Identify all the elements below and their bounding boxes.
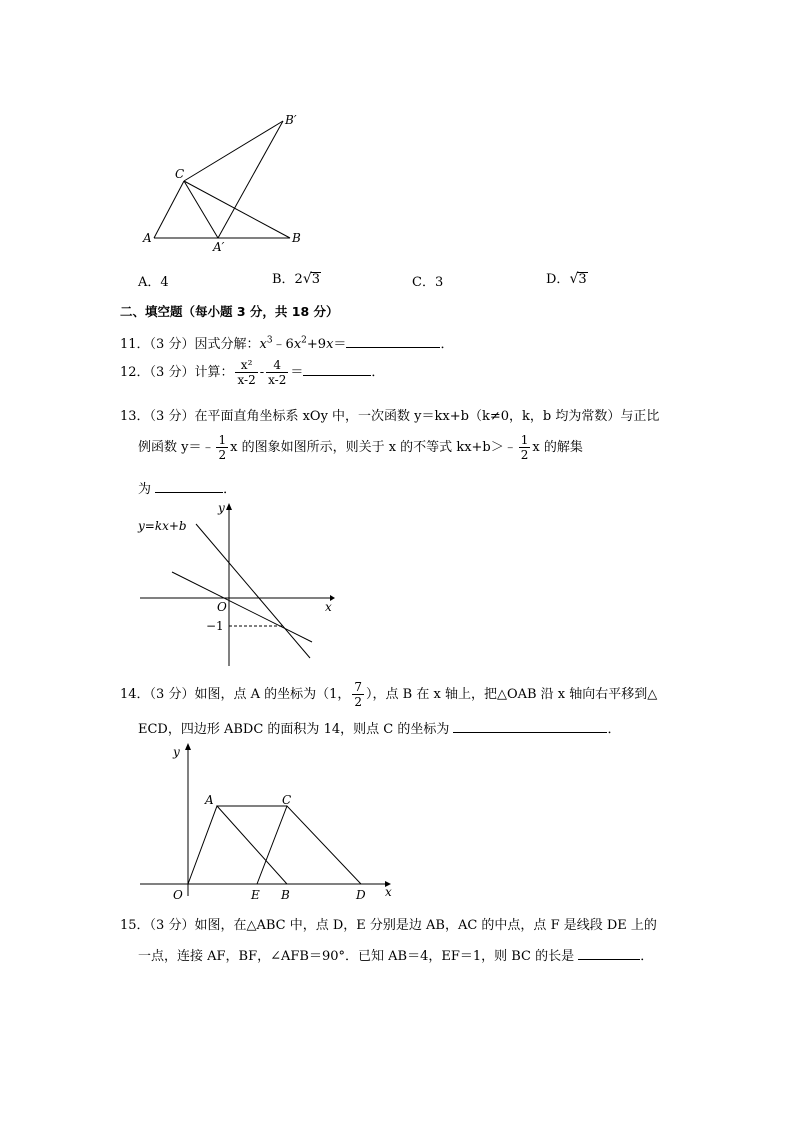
q13-frac-a-num: 1 (218, 433, 227, 447)
q11-exp2: 2 (301, 335, 307, 346)
q15-answer-blank[interactable] (578, 947, 640, 960)
q14-frac (352, 680, 364, 709)
option-d-radicand: 3 (578, 272, 587, 287)
figure-q10 (135, 110, 315, 255)
label-minus-one: −1 (206, 619, 224, 633)
q14-line2: ECD，四边形 ABDC 的面积为 14，则点 C 的坐标为 (138, 722, 454, 737)
option-a: A．4 (138, 275, 169, 290)
y-axis-arrow (185, 743, 191, 750)
q11-text: 因式分解： (194, 337, 260, 352)
segment-a-prime-b-prime (218, 121, 283, 238)
triangle-ecd (257, 806, 361, 884)
q12-frac1-den: x-2 (237, 373, 256, 387)
label-c: C (282, 793, 292, 807)
q11-x3: x (326, 337, 334, 352)
segment-cb (184, 181, 290, 238)
figure-q13 (130, 498, 345, 673)
q13-frac-b-num: 1 (520, 433, 529, 447)
q11-number: 11． (120, 337, 150, 352)
q13-answer-blank[interactable] (155, 480, 223, 493)
q13-line3: 为 (138, 482, 156, 497)
q13-line2-end: x 的解集 (532, 440, 583, 455)
label-line-eq: y=kx+b (138, 519, 187, 533)
q14-line1-pre: 如图，点 A 的坐标为（1， (194, 687, 351, 702)
q12-frac2 (266, 358, 288, 387)
label-e: E (251, 888, 260, 902)
q14-line1-post: ），点 B 在 x 轴上，把△OAB 沿 x 轴向右平移到△ (366, 687, 658, 702)
q13-frac-b-den: 2 (520, 448, 529, 462)
label-a: A (205, 793, 214, 807)
q11-end: ． (440, 337, 454, 352)
q12-frac2-den: x-2 (268, 373, 287, 387)
q11-tail: +9 (306, 337, 327, 352)
q15-line1: 如图，在△ABC 中，点 D，E 分别是边 AB，AC 的中点，点 F 是线段 DE 上的 (194, 918, 657, 933)
option-b-prefix: B．2 (272, 272, 303, 287)
q13-line2-pre: 例函数 y＝﹣ (138, 440, 215, 455)
option-b: B．2√3 (272, 271, 321, 287)
label-y: y (218, 501, 225, 515)
q11-answer-blank[interactable] (346, 335, 440, 348)
q14-score: （3 分） (149, 687, 195, 702)
q13-frac-b (519, 433, 531, 462)
q13-frac-a-den: 2 (218, 448, 227, 462)
segment-cb-prime (184, 121, 283, 181)
label-x: x (385, 885, 392, 899)
line-kx-plus-b (196, 524, 310, 658)
label-d: D (356, 888, 366, 902)
label-y: y (173, 745, 180, 759)
q12-eq: ＝ (290, 365, 304, 380)
option-d: D．√3 (546, 271, 587, 287)
q13-line2-mid: x 的图象如图所示，则关于 x 的不等式 kx+b＞﹣ (230, 440, 517, 455)
y-axis-arrow (226, 503, 232, 510)
q13-score: （3 分） (149, 409, 195, 424)
q12-minus: - (259, 365, 265, 380)
segment-ac (154, 181, 184, 238)
question-14-line1 (120, 680, 657, 709)
q11-mid: ﹣6 (272, 337, 294, 352)
option-d-prefix: D． (546, 272, 570, 287)
q12-frac1 (235, 358, 257, 387)
question-14-line2 (138, 718, 620, 737)
q11-score: （3 分） (149, 337, 195, 352)
question-13-line3 (138, 478, 236, 497)
figure-q14 (135, 738, 400, 903)
q15-number: 15． (120, 918, 150, 933)
q13-frac-a (216, 433, 228, 462)
q12-score: （3 分） (149, 365, 195, 380)
q15-line2: 一点，连接 AF，BF，∠AFB＝90°．已知 AB＝4，EF＝1，则 BC 的长是 (138, 949, 579, 964)
label-o: O (173, 888, 183, 902)
label-b-prime: B′ (285, 113, 297, 127)
q14-frac-num: 7 (354, 680, 363, 694)
option-b-radicand: 3 (311, 272, 321, 287)
question-15-line2 (138, 945, 653, 964)
q12-frac2-num: 4 (266, 358, 288, 373)
question-13-line2 (138, 433, 583, 462)
q11-eq: ＝ (333, 337, 347, 352)
label-a-prime: A′ (213, 240, 225, 254)
q11-x: x (259, 337, 267, 352)
label-b: B (281, 888, 290, 902)
q11-exp3: 3 (266, 335, 273, 346)
q11-x2: x (293, 337, 302, 352)
q13-end: ． (223, 482, 237, 497)
section-heading: 二、填空题（每小题 3 分，共 18 分） (120, 304, 339, 319)
question-12 (120, 358, 384, 387)
q13-number: 13． (120, 409, 150, 424)
segment-ca-prime (184, 181, 218, 238)
label-c: C (175, 167, 185, 181)
q15-score: （3 分） (149, 918, 195, 933)
q14-frac-den: 2 (354, 695, 363, 709)
q15-end: ． (640, 949, 654, 964)
label-a: A (143, 231, 152, 245)
question-13-line1 (120, 405, 659, 424)
q12-answer-blank[interactable] (303, 363, 371, 376)
line-proportional (172, 572, 312, 642)
q12-text: 计算： (194, 365, 234, 380)
q13-line1: 在平面直角坐标系 xOy 中，一次函数 y＝kx+b（k≠0，k，b 均为常数）与正比 (194, 409, 660, 424)
option-c: C．3 (412, 275, 444, 290)
q14-end: ． (607, 722, 621, 737)
question-15-line1 (120, 914, 657, 933)
question-11 (120, 333, 453, 352)
q14-answer-blank[interactable] (453, 720, 607, 733)
q12-end: ． (371, 365, 385, 380)
q12-frac1-num: x² (235, 358, 257, 373)
q12-number: 12． (120, 365, 150, 380)
label-origin: O (217, 600, 227, 614)
label-x: x (325, 600, 332, 614)
label-b: B (292, 231, 301, 245)
q14-number: 14． (120, 687, 150, 702)
